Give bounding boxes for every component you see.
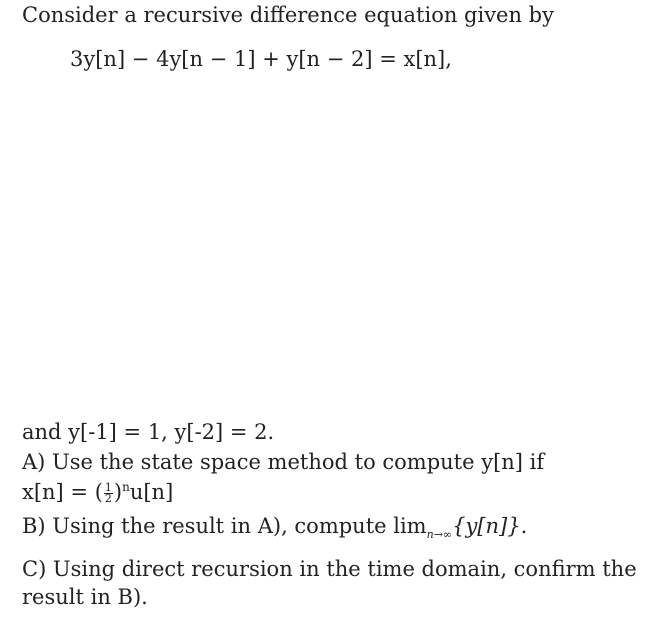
difference-equation: 3y[n] − 4y[n − 1] + y[n − 2] = x[n],: [70, 47, 452, 71]
initial-conditions: and y[-1] = 1, y[-2] = 2.: [22, 420, 275, 444]
part-a-question: A) Use the state space method to compute y[n] if: [22, 450, 545, 474]
fraction-numerator: 1: [104, 481, 112, 494]
part-a-input-signal: [22, 479, 173, 505]
input-lhs: x[n] = (: [22, 480, 103, 504]
fraction-denominator: 2: [104, 492, 112, 505]
limit-expression: {y[n]}.: [452, 514, 528, 538]
part-b-prefix: B) Using the result in A), compute lim: [22, 514, 427, 538]
intro-text: Consider a recursive difference equation given by: [22, 3, 554, 27]
limit-subscript: n→∞: [426, 528, 453, 542]
input-exponent: n: [122, 480, 130, 494]
half-fraction: [104, 483, 113, 504]
input-close-paren: ): [113, 480, 123, 504]
part-c-question-line2: result in B).: [22, 585, 148, 609]
input-step: u[n]: [129, 480, 174, 504]
part-b-question: [22, 513, 528, 542]
part-c-question-line1: C) Using direct recursion in the time domain, confirm the: [22, 557, 637, 581]
